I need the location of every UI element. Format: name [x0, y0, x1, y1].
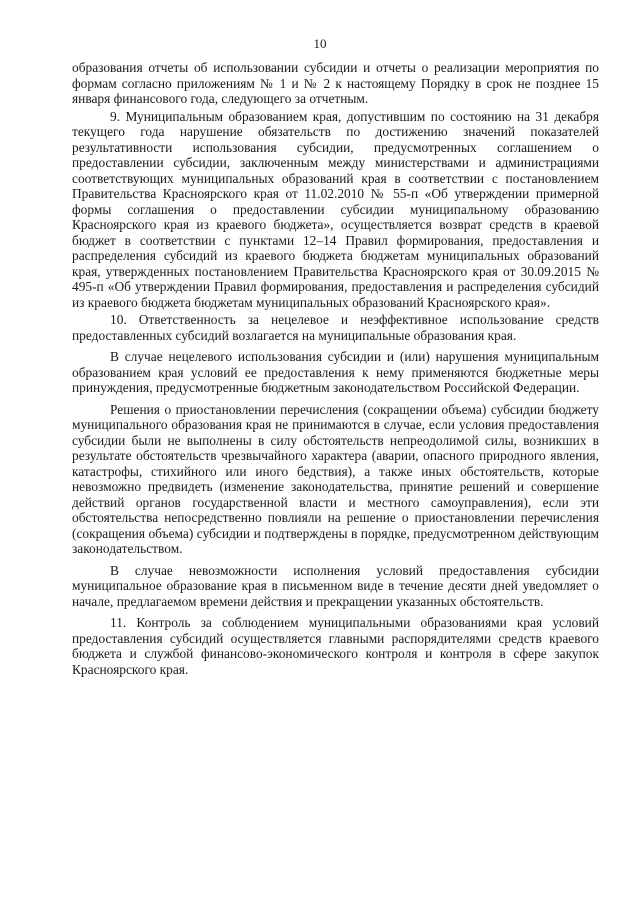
paragraph-misuse-measures: В случае нецелевого использования субсидии и (или) нарушения муниципальным образованием края условий ее предоставления к нему применяются бюджетные меры принуждения, предусмотренные бюджетным законодательством Российской Федерации. — [72, 349, 599, 395]
document-body — [72, 60, 599, 677]
paragraph-impossibility-notice: В случае невозможности исполнения условий предоставления субсидии муниципальное образование края в письменном виде в течение десяти дней уведомляет о начале, предлагаемом времени действия и прекращении указанных обстоятельств. — [72, 562, 599, 609]
page-number: 10 — [313, 36, 327, 51]
paragraph-item-10: 10. Ответственность за нецелевое и неэффективное использование средств предоставленных субсидий возлагается на муниципальные образования края. — [72, 312, 599, 343]
paragraph-item-11: 11. Контроль за соблюдением муниципальными образованиями края условий предоставления субсидий осуществляется главными распорядителями средств краевого бюджета и службой финансово-экономического контроля и контроля в сфере закупок Красноярского края. — [72, 615, 599, 677]
paragraph-continuation: образования отчеты об использовании субсидии и отчеты о реализации мероприятия по формам согласно приложениям № 1 и № 2 к настоящему Порядку в срок не позднее 15 января финансового года, следующего за отчетным. — [72, 60, 599, 106]
paragraph-suspension-decisions: Решения о приостановлении перечисления (сокращении объема) субсидии бюджету муниципального образования края не принимаются в случае, если условия предоставления субсидии были не выполнены в силу обстоятельств непреодолимой силы, возникших в результате обстоятельств чрезвычайного характера (аварии, опасного природного явления, катастрофы, стихийного или иного бедствия), а также иных обстоятельств, которые невозможно предвидеть (изменение законодательства, принятие решений и совершение действий органов государственной власти и местного самоуправления), если эти обстоятельства непосредственно повлияли на решение о приостановлении перечисления (сокращения объема) субсидии и подтверждены в порядке, предусмотренном действующим законодательством. — [72, 401, 599, 556]
paragraph-item-9: 9. Муниципальным образованием края, допустившим по состоянию на 31 декабря текущего года нарушение обязательств по достижению значений показателей результативности использования субсидии, предусмотренных соглашением о предоставлении субсидии, заключенным между министерствами и администрациями соответствующих муниципальных образований края в соответствии с постановлением Правительства Красноярского края от 11.02.2010 № 55-п «Об утверждении примерной формы соглашения о предоставлении субсидии муниципальному образованию Красноярского края из краевого бюджета», осуществляется возврат средств в краевой бюджет в соответствии с пунктами 12–14 Правил формирования, предоставления и распределения субсидий из краевого бюджета бюджетам муниципальных образований края, утвержденных постановлением Правительства Красноярского края от 30.09.2015 № 495-п «Об утверждении Правил формирования, предоставления и распределения субсидий из краевого бюджета бюджетам муниципальных образований Красноярского края». — [72, 108, 599, 310]
